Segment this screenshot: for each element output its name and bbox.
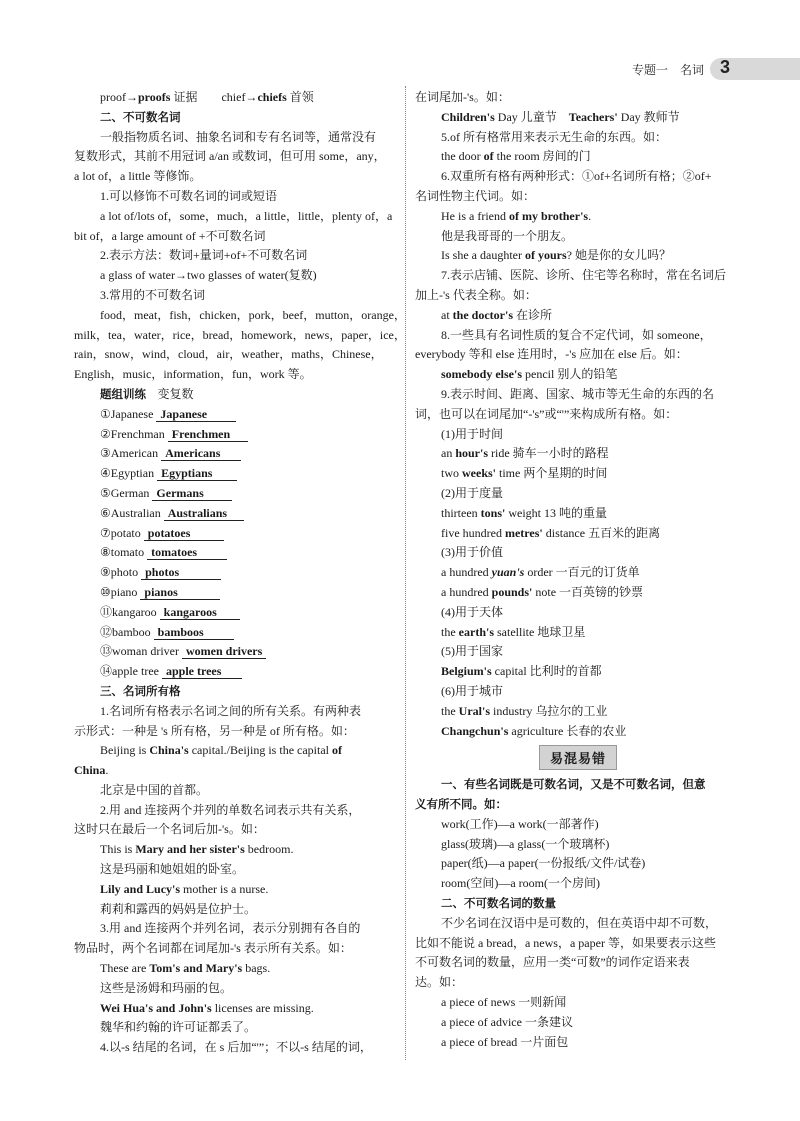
page-header [0, 58, 800, 80]
text-segment: rain，snow，wind，cloud，air，weather，maths，Chinese， [74, 347, 383, 362]
text-segment: pencil 别人的铅笔 [522, 367, 618, 382]
text-line [415, 682, 731, 702]
text-segment: the doctor's [452, 307, 513, 322]
text-segment: food，meat，fish，chicken，pork，beef，mutton，orange， [100, 307, 406, 322]
text-segment: yuan's [491, 565, 525, 580]
text-line [74, 484, 396, 504]
text-line [74, 524, 396, 544]
text-segment: 这是玛丽和她姐姐的卧室。 [100, 862, 245, 877]
answer-blank: Frenchmen [168, 427, 248, 442]
answer-blank: kangaroos [160, 605, 240, 620]
answer-blank: Egyptians [157, 466, 237, 481]
text-segment: time 两个星期的时间 [496, 466, 608, 481]
text-segment: . [105, 763, 109, 778]
text-segment: 9.表示时间、距离、国家、城市等无生命的东西的名 [441, 386, 715, 401]
text-line [415, 365, 731, 385]
text-segment: (1)用于时间 [441, 426, 503, 441]
text-segment: an [441, 446, 456, 461]
text-line [74, 1038, 396, 1058]
text-segment: 达。如： [415, 975, 464, 990]
text-segment: 词，也可以在词尾加“-'s”或“'”来构成所有格。如： [415, 406, 678, 421]
text-line [74, 642, 396, 662]
text-segment: distance 五百米的距离 [542, 525, 661, 540]
text-segment: a lot of/lots of，some，much，a little，little，plenty of，a [100, 208, 393, 223]
text-line [74, 999, 396, 1019]
text-segment: Wei Hua's and John's [100, 1000, 212, 1015]
text-segment: 义有所不同。如： [415, 797, 507, 812]
text-segment: Beijing is [100, 743, 150, 758]
text-segment: 这些是汤姆和玛丽的包。 [100, 980, 233, 995]
text-line [415, 187, 731, 207]
text-segment: a lot of，a little 等修饰。 [74, 169, 202, 184]
text-segment: 不少名词在汉语中是可数的，但在英语中却不可数， [441, 915, 718, 930]
text-segment: China's [149, 743, 189, 758]
text-segment: 一、有些名词既是可数名词，又是不可数名词，但意 [441, 777, 706, 792]
text-segment: 复数形式，其前不用冠词 a/an 或数词，但可用 some，any， [74, 149, 386, 164]
text-segment: 7.表示店铺、医院、诊所、住宅等名称时，常在名词后 [441, 268, 727, 283]
text-segment: ②Frenchman [100, 426, 168, 441]
text-line [74, 365, 396, 385]
text-segment: Tom's and Mary's [149, 961, 243, 976]
text-segment: English，music，information，fun，work 等。 [74, 367, 312, 382]
answer-blank: apple trees [162, 664, 242, 679]
text-line [74, 979, 396, 999]
text-segment: 3.用 and 连接两个并列名词，表示分别拥有各自的 [100, 921, 361, 936]
text-segment: Day 教师节 [617, 109, 680, 124]
answer-blank: Germans [152, 486, 232, 501]
text-line [415, 444, 731, 464]
answer-blank: photos [141, 565, 221, 580]
text-segment: the [441, 624, 459, 639]
right-column-main [415, 88, 731, 741]
text-line [415, 464, 731, 484]
text-segment: 魏华和约翰的许可证都丢了。 [100, 1020, 257, 1035]
text-segment: China [74, 763, 106, 778]
text-segment: a piece of bread 一片面包 [441, 1034, 569, 1049]
text-segment: 题组训练 [100, 386, 158, 401]
text-segment: capital./Beijing is the capital [188, 743, 332, 758]
text-segment: industry 乌拉尔的工业 [490, 703, 608, 718]
text-segment: (4)用于天体 [441, 604, 503, 619]
text-segment: These are [100, 961, 150, 976]
text-line [74, 147, 396, 167]
text-segment: the door [441, 149, 484, 164]
text-segment: 他是我哥哥的一个朋友。 [441, 228, 574, 243]
text-line [74, 662, 396, 682]
text-segment: the room 房间的门 [493, 149, 591, 164]
text-line [415, 973, 731, 993]
text-segment: ⑫bamboo [100, 624, 154, 639]
text-segment: 物品时，两个名词都在词尾加-'s 表示所有关系。如： [74, 941, 352, 956]
text-line [74, 1018, 396, 1038]
text-line [74, 266, 396, 286]
text-segment: Day 儿童节 [494, 109, 569, 124]
text-segment: (6)用于城市 [441, 683, 503, 698]
text-line [415, 246, 731, 266]
text-line [74, 88, 396, 108]
text-segment: 证据 chief→ [170, 90, 258, 104]
text-segment: Changchun's [441, 723, 509, 738]
text-line [415, 1033, 731, 1053]
answer-blank: Americans [161, 446, 241, 461]
text-line [74, 801, 396, 821]
text-line [415, 306, 731, 326]
text-line [74, 860, 396, 880]
text-line [74, 306, 406, 326]
text-line [74, 722, 396, 742]
text-segment: Lily and Lucy's [100, 881, 181, 896]
text-line [74, 682, 396, 702]
page-number: 3 [720, 57, 731, 77]
text-line [74, 167, 396, 187]
text-line [415, 227, 731, 247]
text-segment: ⑪kangaroo [100, 604, 160, 619]
text-line [415, 385, 731, 405]
text-segment: (5)用于国家 [441, 644, 503, 659]
text-segment: work(工作)—a work(一部著作) [441, 816, 599, 831]
text-segment: of my brother's [508, 208, 589, 223]
text-line [74, 128, 396, 148]
text-line [74, 405, 396, 425]
text-line [74, 246, 396, 266]
text-line [74, 919, 396, 939]
text-segment: note 一百英镑的钞票 [532, 584, 644, 599]
text-line [415, 953, 731, 973]
text-segment: ? 她是你的女儿吗？ [566, 248, 671, 263]
left-column [74, 88, 406, 1058]
text-segment: licenses are missing. [211, 1000, 314, 1015]
text-line [415, 835, 731, 855]
text-segment: a piece of news 一则新闻 [441, 995, 567, 1010]
text-line [74, 959, 396, 979]
answer-blank: bamboos [154, 625, 234, 640]
text-line [74, 741, 396, 761]
text-segment: everybody 等和 else 连用时，-'s 应加在 else 后。如： [415, 347, 688, 362]
text-line [74, 623, 396, 643]
text-segment: Teachers' [568, 109, 618, 124]
text-segment: a glass of water→two glasses of water(复数) [100, 268, 317, 283]
text-segment: Ural's [458, 703, 491, 718]
text-line [415, 543, 731, 563]
text-segment: capital 比利时的首都 [491, 664, 602, 679]
text-line [74, 880, 396, 900]
text-segment: 二、不可数名词 [100, 109, 181, 124]
text-segment: milk，tea，water，rice，bread，homework，news，paper，ice， [74, 327, 406, 342]
text-segment: 北京是中国的首都。 [100, 782, 209, 797]
text-segment: 6.双重所有格有两种形式：①of+名词所有格；②of+ [441, 169, 712, 184]
text-segment: 示形式：一种是 's 所有格，另一种是 of 所有格。如： [74, 723, 355, 738]
text-segment: 三、名词所有格 [100, 683, 181, 698]
text-segment: ⑨photo [100, 565, 142, 580]
text-segment: 比如不能说 a bread，a news，a paper 等，如果要表示这些 [415, 935, 716, 950]
text-line [415, 484, 731, 504]
text-segment: thirteen [441, 505, 481, 520]
column-divider [405, 86, 406, 1060]
text-segment: ⑩piano [100, 584, 141, 599]
text-segment: tons' [480, 505, 506, 520]
text-segment: two [441, 466, 462, 481]
text-line [74, 939, 396, 959]
answer-blank: Japanese [156, 407, 236, 422]
text-line [74, 702, 396, 722]
text-line [415, 563, 731, 583]
text-segment: 5.of 所有格常用来表示无生命的东西。如： [441, 129, 667, 144]
text-segment: (2)用于度量 [441, 485, 503, 500]
text-line [415, 702, 731, 722]
text-segment: 4.以-s 结尾的名词，在 s 后加“'”；不以-s 结尾的词， [100, 1040, 372, 1055]
text-line [415, 894, 731, 914]
text-segment: 1.名词所有格表示名词之间的所有关系。有两种表 [100, 703, 362, 718]
text-line [74, 781, 396, 801]
text-line [74, 543, 396, 563]
text-segment: weeks' [462, 466, 496, 481]
text-segment: of [332, 743, 342, 758]
text-segment: Is she a daughter [441, 248, 525, 263]
answer-blank: Australians [164, 506, 244, 521]
text-segment: ⑤German [100, 485, 153, 500]
text-line [415, 815, 731, 835]
text-segment: 2.用 and 连接两个并列的单数名词表示共有关系， [100, 802, 361, 817]
text-line [415, 854, 731, 874]
text-line [74, 900, 396, 920]
text-line [415, 405, 731, 425]
text-line [415, 128, 731, 148]
text-line [415, 623, 731, 643]
text-line [415, 326, 731, 346]
text-line [74, 385, 396, 405]
text-segment: 2.表示方法：数词+量词+of+不可数名词 [100, 248, 308, 263]
text-segment: a piece of advice 一条建议 [441, 1014, 573, 1029]
text-segment: Mary and her sister's [135, 842, 245, 857]
text-line [415, 914, 731, 934]
text-line [74, 464, 396, 484]
text-segment: the [441, 703, 459, 718]
text-segment: ⑬woman driver [100, 644, 182, 659]
text-line [415, 88, 731, 108]
text-line [74, 187, 396, 207]
text-segment: satellite 地球卫星 [494, 624, 586, 639]
text-line [74, 286, 396, 306]
text-segment: 8.一些具有名词性质的复合不定代词，如 someone， [441, 327, 712, 342]
text-segment: somebody else's [441, 367, 522, 382]
text-segment: ⑧tomato [100, 545, 148, 560]
text-segment: 不可数名词的数量，应用一类“可数”的词作定语来表 [415, 955, 690, 970]
text-line [74, 504, 396, 524]
text-segment: 首领 [286, 90, 314, 104]
text-line [415, 662, 731, 682]
text-segment: He is a friend [441, 208, 509, 223]
section-box-wrap [415, 741, 731, 775]
text-segment: ⑥Australian [100, 505, 164, 520]
text-segment: glass(玻璃)—a glass(一个玻璃杯) [441, 836, 610, 851]
text-line [415, 286, 731, 306]
text-segment: Children's [441, 109, 495, 124]
text-segment: at [441, 307, 453, 322]
right-column [415, 88, 731, 1052]
text-segment: ride 骑车一小时的路程 [488, 446, 609, 461]
text-segment: (3)用于价值 [441, 545, 503, 560]
text-segment: ③American [100, 446, 162, 461]
text-segment: paper(纸)—a paper(一份报纸/文件/试卷) [441, 856, 646, 871]
text-line [415, 425, 731, 445]
text-line [415, 583, 731, 603]
text-line [415, 795, 731, 815]
text-line [74, 563, 396, 583]
text-segment: bit of，a large amount of +不可数名词 [74, 228, 266, 243]
text-line [415, 603, 731, 623]
text-line [415, 108, 731, 128]
text-line [74, 425, 396, 445]
text-segment: . [588, 208, 592, 223]
text-segment: 在词尾加-'s。如： [415, 90, 510, 104]
text-segment: mother is a nurse. [180, 881, 269, 896]
text-line [415, 345, 731, 365]
section-box-title: 易混易错 [539, 745, 617, 770]
text-segment: 一般指物质名词、抽象名词和专有名词等，通常没有 [100, 129, 377, 144]
text-line [415, 934, 731, 954]
text-segment: order 一百元的订货单 [524, 565, 640, 580]
text-line [415, 874, 731, 894]
text-line [74, 444, 396, 464]
text-line [415, 147, 731, 167]
text-segment: bedroom. [244, 842, 294, 857]
text-segment: ①Japanese [100, 406, 157, 421]
text-line [74, 108, 396, 128]
answer-blank: pianos [140, 585, 220, 600]
text-segment: room(空间)—a room(一个房间) [441, 876, 600, 891]
text-segment: of yours [524, 248, 567, 263]
text-line [74, 603, 396, 623]
text-line [74, 840, 396, 860]
text-segment: 名词性物主代词。如： [415, 188, 536, 203]
text-line [415, 1013, 731, 1033]
section-label: 专题一 名词 [632, 63, 705, 77]
text-segment: a hundred [441, 565, 492, 580]
text-segment: 3.常用的不可数名词 [100, 287, 206, 302]
text-line [415, 775, 731, 795]
text-line [415, 167, 731, 187]
text-segment: weight 13 吨的重量 [505, 505, 608, 520]
text-segment: 二、不可数名词的数量 [441, 896, 556, 911]
text-segment: 加上-'s 代表全称。如： [415, 287, 537, 302]
text-segment: ⑦potato [100, 525, 144, 540]
text-line [74, 761, 396, 781]
text-segment: metres' [504, 525, 543, 540]
text-segment: 在诊所 [513, 307, 553, 322]
text-segment: chiefs [257, 90, 287, 104]
text-line [74, 820, 396, 840]
text-line [415, 504, 731, 524]
right-column-confusables [415, 775, 731, 1052]
text-segment: a hundred [441, 584, 492, 599]
text-segment: This is [100, 842, 136, 857]
text-segment: 莉莉和露西的妈妈是位护士。 [100, 901, 257, 916]
text-line [74, 227, 396, 247]
text-segment: hour's [455, 446, 489, 461]
text-line [415, 524, 731, 544]
text-segment: 变复数 [157, 386, 194, 401]
text-line [415, 642, 731, 662]
answer-blank: potatoes [144, 526, 224, 541]
text-line [415, 207, 731, 227]
text-line [74, 326, 406, 346]
answer-blank: tomatoes [147, 545, 227, 560]
text-segment: five hundred [441, 525, 505, 540]
text-segment: Belgium's [441, 664, 492, 679]
text-line [415, 722, 731, 742]
text-segment: proof→ [100, 90, 138, 104]
text-segment: 1.可以修饰不可数名词的词或短语 [100, 188, 278, 203]
text-segment: earth's [458, 624, 494, 639]
text-line [415, 993, 731, 1013]
text-segment: pounds' [491, 584, 533, 599]
text-line [74, 583, 396, 603]
text-segment: agriculture 长春的农业 [508, 723, 627, 738]
text-segment: 这时只在最后一个名词后加-'s。如： [74, 822, 265, 837]
text-segment: ④Egyptian [100, 466, 158, 481]
text-segment: ⑭apple tree [100, 664, 162, 679]
text-line [74, 207, 396, 227]
text-segment: proofs [138, 90, 171, 104]
answer-blank: women drivers [182, 644, 266, 659]
text-line [74, 345, 396, 365]
text-line [415, 266, 731, 286]
text-segment: of [483, 149, 494, 164]
text-segment: bags. [242, 961, 271, 976]
